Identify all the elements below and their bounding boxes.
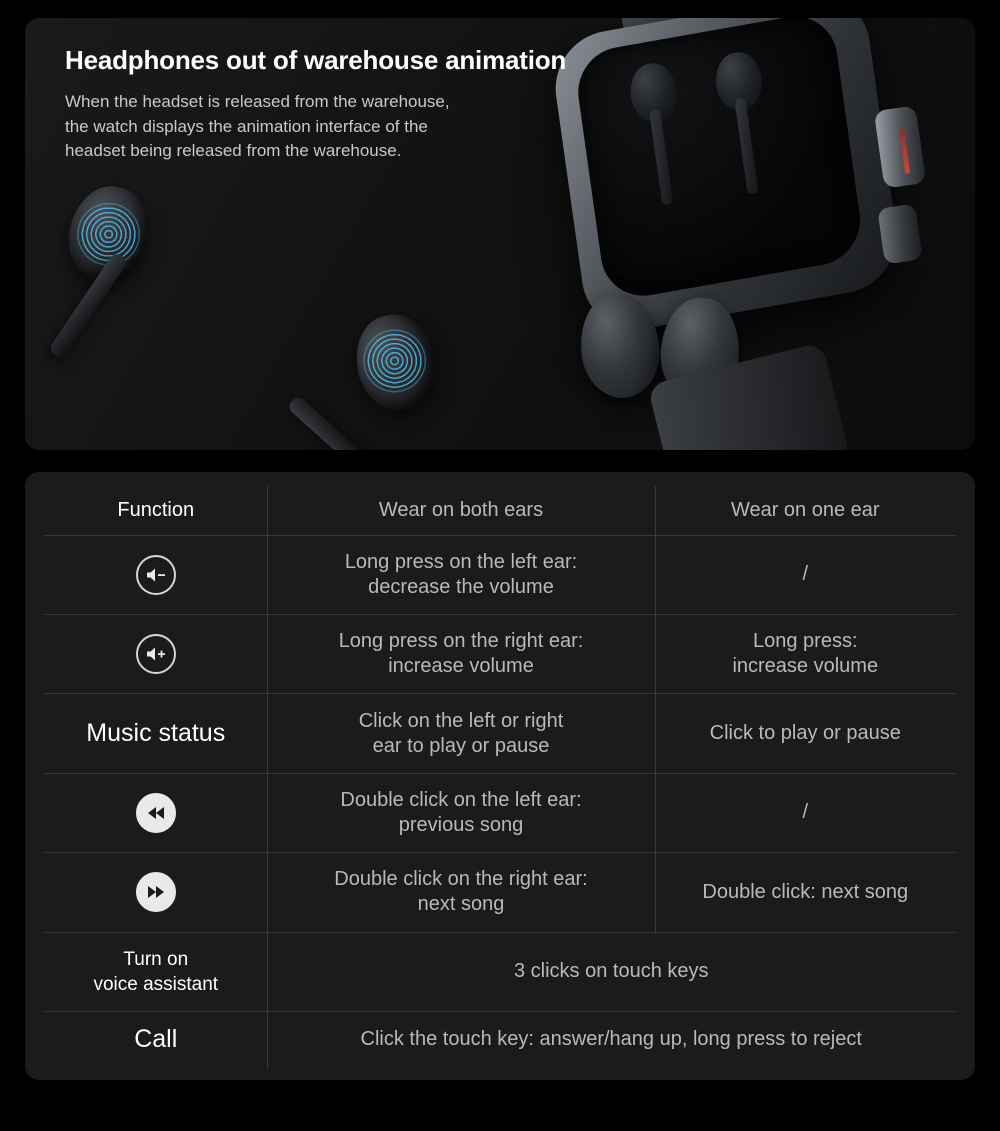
cell-line-1: Double click on the left ear: [340, 788, 582, 811]
table-row [45, 694, 955, 773]
earbud-right-illustration [277, 300, 487, 450]
earbud-left-illustration [41, 176, 250, 355]
hero-description [65, 90, 685, 164]
row-volume-up-both-ears [267, 615, 655, 694]
cell-line-2: next song [417, 893, 505, 916]
row-next-track-function [45, 853, 267, 932]
hero-description-line-3: headset being released from the warehouse. [65, 141, 402, 161]
row-previous-track-both-ears [267, 773, 655, 852]
row-call-value: Click the touch key: answer/hang up, long press to reject [360, 1028, 862, 1051]
row-music-status-both-ears [267, 694, 655, 773]
row-call-function [45, 1011, 267, 1068]
cell-line-1: Click on the left or right [358, 709, 564, 732]
function-table-panel [25, 472, 975, 1080]
earbud-stem-shape [286, 394, 387, 450]
next-track-icon [136, 872, 176, 912]
cell-line-1: Long press: [752, 630, 858, 653]
cell-line-1: Double click on the right ear: [334, 868, 588, 891]
row-next-track-both-ears [267, 853, 655, 932]
cell-line-2: increase volume [732, 655, 879, 678]
cell-line-1: Long press on the right ear: [338, 630, 584, 653]
header-wear-both-ears: Wear on both ears [267, 486, 655, 535]
row-voice-assistant-function [45, 932, 267, 1011]
hero-description-line-2: the watch displays the animation interface of the [65, 116, 428, 136]
function-label-line-1: Turn on [123, 948, 189, 970]
hero-text-block [65, 46, 685, 164]
row-music-status-function [45, 694, 267, 773]
table-row [45, 615, 955, 694]
row-next-track-one-ear: Double click: next song [655, 853, 955, 932]
watch-side-button [877, 204, 922, 265]
volume-up-icon [136, 634, 176, 674]
header-function: Function [45, 486, 267, 535]
table-row-call [45, 1011, 955, 1068]
page-title: Headphones out of warehouse animation [65, 45, 567, 75]
function-table [45, 486, 955, 1068]
previous-track-icon [136, 793, 176, 833]
cell-line-2: previous song [398, 813, 524, 836]
row-volume-up-function [45, 615, 267, 694]
header-wear-one-ear: Wear on one ear [655, 486, 955, 535]
table-row [45, 535, 955, 614]
row-voice-assistant-value: 3 clicks on touch keys [267, 932, 955, 1011]
function-label: Music status [86, 718, 226, 747]
table-row-voice-assistant [45, 932, 955, 1011]
table-row [45, 773, 955, 852]
table-header-row [45, 486, 955, 535]
cell-line-2: ear to play or pause [372, 734, 550, 757]
row-volume-down-both-ears [267, 535, 655, 614]
row-volume-down-function [45, 535, 267, 614]
table-row [45, 853, 955, 932]
cell-line-1: Long press on the left ear: [344, 550, 578, 573]
cell-line-2: decrease the volume [368, 575, 554, 598]
row-previous-track-function [45, 773, 267, 852]
function-label: Call [134, 1025, 178, 1054]
volume-down-icon [136, 555, 176, 595]
screen-earbud-right-stem [734, 98, 758, 195]
hero-description-line-1: When the headset is released from the warehouse, [65, 91, 450, 111]
cell-line-2: increase volume [388, 655, 534, 678]
function-label-line-2: voice assistant [93, 973, 219, 995]
row-volume-down-one-ear: / [655, 535, 955, 614]
row-music-status-one-ear: Click to play or pause [655, 694, 955, 773]
row-volume-up-one-ear [655, 615, 955, 694]
row-previous-track-one-ear: / [655, 773, 955, 852]
hero-panel [25, 18, 975, 450]
